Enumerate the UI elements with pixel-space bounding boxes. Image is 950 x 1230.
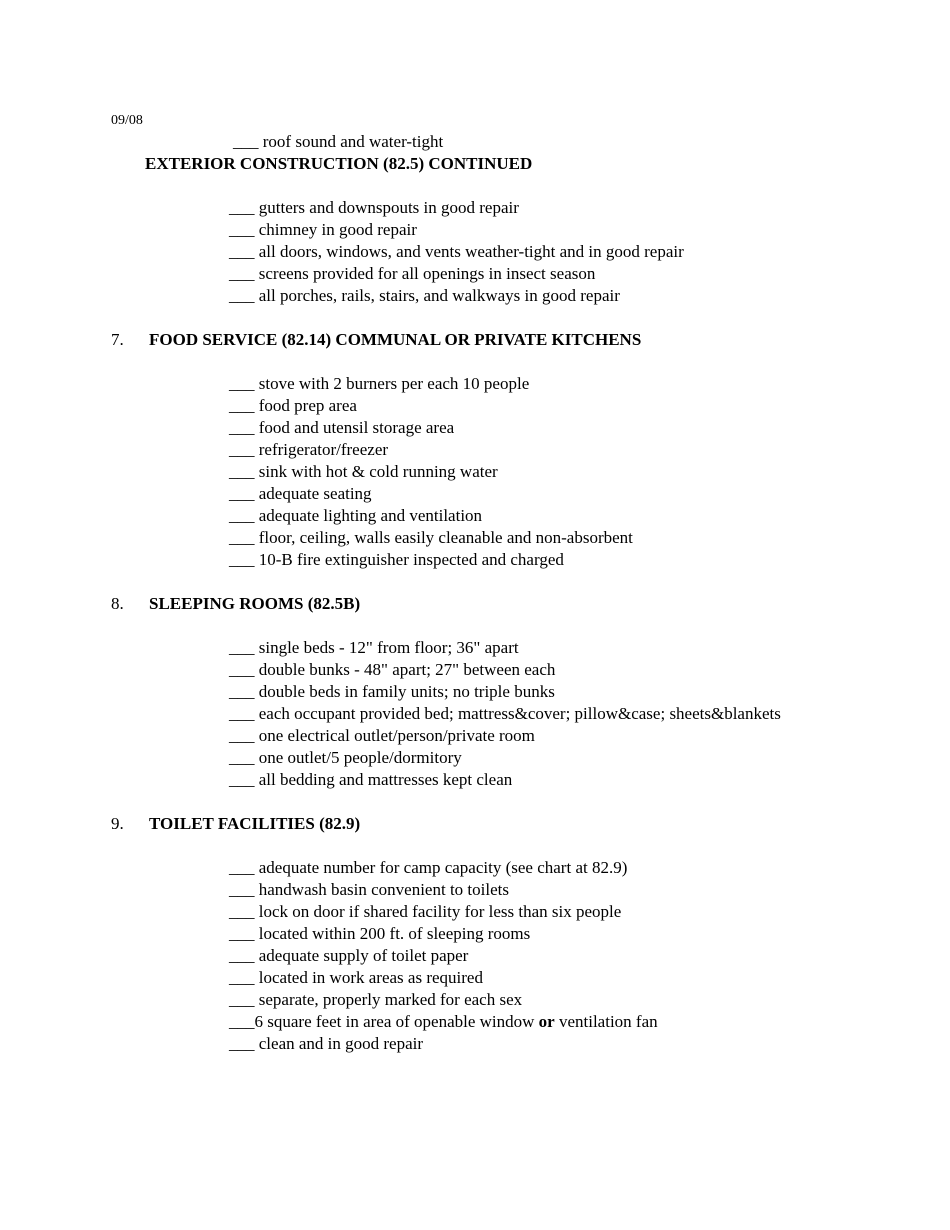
checklist-item: ___ separate, properly marked for each sex	[229, 990, 523, 1009]
section-title: FOOD SERVICE (82.14) COMMUNAL OR PRIVATE KITCHENS	[149, 330, 642, 349]
checklist-item: ___ double beds in family units; no triple bunks	[229, 682, 555, 701]
checklist-item: ___ food prep area	[229, 396, 357, 415]
checklist-item: ___ clean and in good repair	[229, 1034, 424, 1053]
section-number: 7.	[111, 330, 124, 349]
window-item-suffix: ventilation fan	[554, 1012, 658, 1031]
checklist-item: ___ screens provided for all openings in insect season	[229, 264, 596, 283]
checklist-item: ___ single beds - 12" from floor; 36" apart	[229, 638, 519, 657]
checklist-item: ___ adequate seating	[229, 484, 372, 503]
section-title: SLEEPING ROOMS (82.5B)	[149, 594, 361, 613]
sleeping-rooms-checklist	[229, 637, 781, 791]
section-number: 9.	[111, 814, 124, 833]
checklist-item: ___ located in work areas as required	[229, 968, 483, 987]
section-heading-sleeping-rooms	[111, 594, 360, 614]
checklist-item: ___ refrigerator/freezer	[229, 440, 389, 459]
window-item-or: or	[538, 1012, 555, 1031]
checklist-item: ___ stove with 2 burners per each 10 people	[229, 374, 530, 393]
checklist-item-roof: ___ roof sound and water-tight	[233, 132, 444, 151]
checklist-item: ___ chimney in good repair	[229, 220, 417, 239]
section-number: 8.	[111, 594, 124, 613]
exterior-construction-heading: EXTERIOR CONSTRUCTION (82.5) CONTINUED	[145, 154, 533, 173]
food-service-checklist	[229, 373, 633, 571]
checklist-item: ___ adequate supply of toilet paper	[229, 946, 469, 965]
checklist-item: ___ one outlet/5 people/dormitory	[229, 748, 462, 767]
checklist-item: ___ one electrical outlet/person/private room	[229, 726, 535, 745]
checklist-item: ___ food and utensil storage area	[229, 418, 455, 437]
section-title: TOILET FACILITIES (82.9)	[149, 814, 361, 833]
checklist-item: ___ double bunks - 48" apart; 27" between each	[229, 660, 556, 679]
checklist-item: ___ handwash basin convenient to toilets	[229, 880, 509, 899]
section-heading-toilet-facilities	[111, 814, 360, 834]
checklist-item: ___ adequate number for camp capacity (see chart at 82.9)	[229, 858, 628, 877]
revision-date: 09/08	[111, 113, 143, 128]
checklist-item: ___ all porches, rails, stairs, and walkways in good repair	[229, 286, 620, 305]
checklist-item-window	[229, 1011, 658, 1033]
checklist-item: ___ all bedding and mattresses kept clean	[229, 770, 513, 789]
checklist-item: ___ adequate lighting and ventilation	[229, 506, 483, 525]
checklist-item: ___ floor, ceiling, walls easily cleanable and non-absorbent	[229, 528, 633, 547]
window-item-prefix: ___6 square feet in area of openable window	[229, 1012, 539, 1031]
checklist-item: ___ all doors, windows, and vents weather-tight and in good repair	[229, 242, 684, 261]
checklist-item: ___ gutters and downspouts in good repair	[229, 198, 519, 217]
checklist-item: ___ located within 200 ft. of sleeping rooms	[229, 924, 531, 943]
toilet-facilities-checklist	[229, 857, 658, 1055]
checklist-item: ___ lock on door if shared facility for less than six people	[229, 902, 622, 921]
section-heading-food-service	[111, 330, 641, 350]
exterior-checklist	[229, 197, 684, 307]
checklist-item: ___ each occupant provided bed; mattress&cover; pillow&case; sheets&blankets	[229, 704, 781, 723]
checklist-item: ___ sink with hot & cold running water	[229, 462, 498, 481]
checklist-item: ___ 10-B fire extinguisher inspected and charged	[229, 550, 564, 569]
